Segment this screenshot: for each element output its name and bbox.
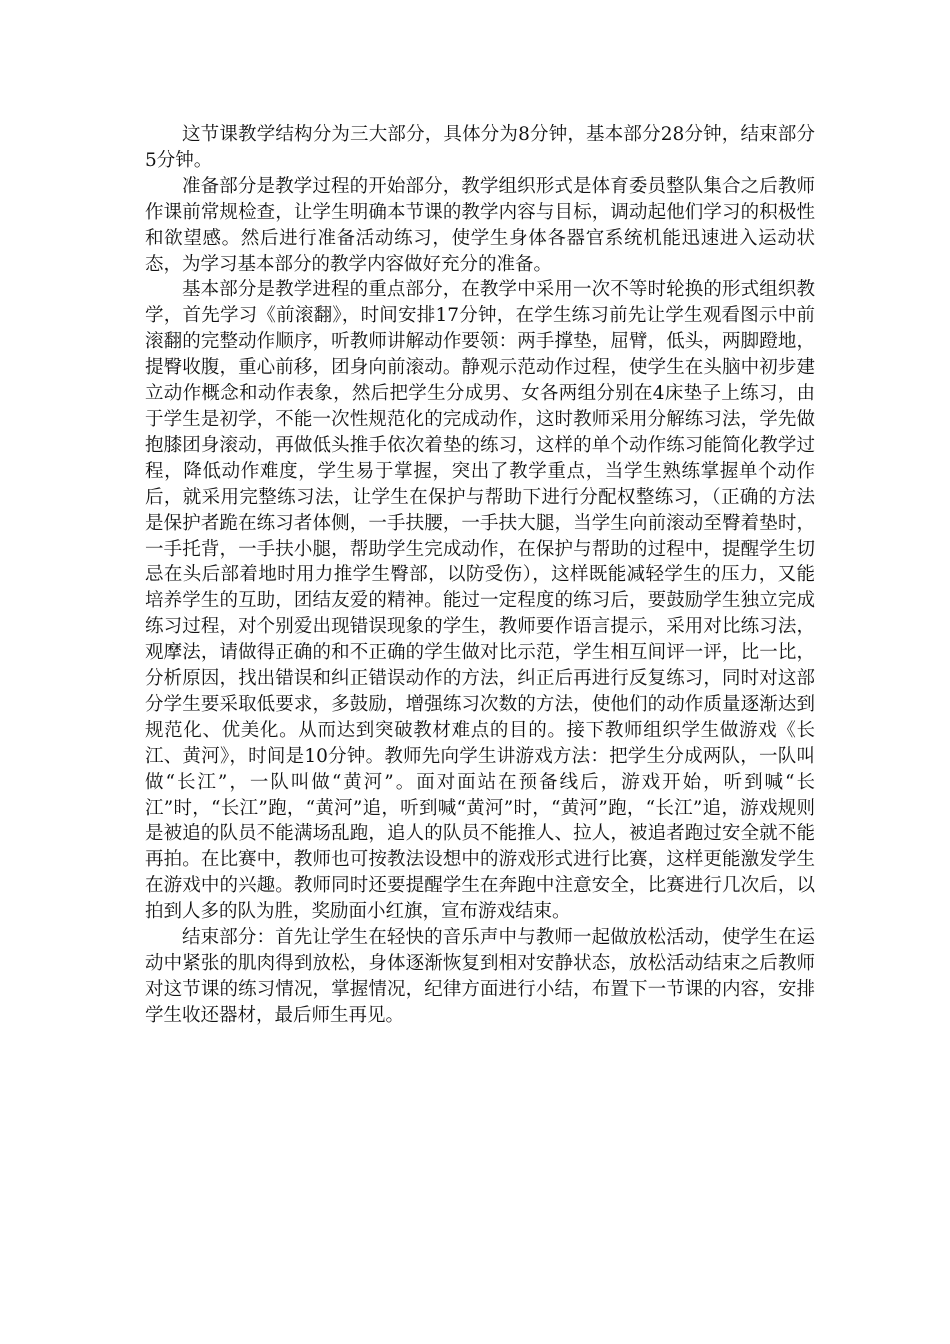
document-body (145, 122, 815, 1029)
paragraph-lesson-structure: 这节课教学结构分为三大部分，具体分为8分钟，基本部分28分钟，结束部分5分钟。 (145, 124, 815, 171)
paragraph-ending-part: 结束部分：首先让学生在轻快的音乐声中与教师一起做放松活动，使学生在运动中紧张的肌肉得到放松，身体逐渐恢复到相对安静状态，放松活动结束之后教师对这节课的练习情况，掌握情况，纪律方面进行小结，布置下一节课的内容，安排学生收还器材，最后师生再见。 (145, 927, 815, 1026)
paragraph-preparation-part: 准备部分是教学过程的开始部分，教学组织形式是体育委员整队集合之后教师作课前常规检查，让学生明确本节课的教学内容与目标，调动起他们学习的积极性和欲望感。然后进行准备活动练习，使学生身体各器官系统机能迅速进入运动状态，为学习基本部分的教学内容做好充分的准备。 (145, 175, 815, 275)
paragraph-basic-part: 基本部分是教学进程的重点部分，在教学中采用一次不等时轮换的形式组织教学，首先学习《前滚翻》，时间安排17分钟，在学生练习前先让学生观看图示中前滚翻的完整动作顺序，听教师讲解动作要领：两手撑垫，屈臂，低头，两脚蹬地，提臀收腹，重心前移，团身向前滚动。静观示范动作过程，使学生在头脑中初步建立动作概念和动作表象，然后把学生分成男、女各两组分别在4床垫子上练习，由于学生是初学，不能一次性规范化的完成动作，这时教师采用分解练习法，学先做抱膝团身滚动，再做低头推手依次着垫的练习，这样的单个动作练习能简化教学过程，降低动作难度，学生易于掌握，突出了教学重点，当学生熟练掌握单个动作后，就采用完整练习法，让学生在保护与帮助下进行分配权整练习，（正确的方法是保护者跪在练习者体侧，一手扶腰，一手扶大腿，当学生向前滚动至臀着垫时，一手托背，一手扶小腿，帮助学生完成动作，在保护与帮助的过程中，提醒学生切忌在头后部着地时用力推学生臀部，以防受伤），这样既能减轻学生的压力，又能培养学生的互助，团结友爱的精神。能过一定程度的练习后，要鼓励学生独立完成练习过程，对个别爱出现错误现象的学生，教师要作语言提示，采用对比练习法，观摩法，请做得正确的和不正确的学生做对比示范，学生相互间评一评，比一比，分析原因，找出错误和纠正错误动作的方法，纠正后再进行反复练习，同时对这部分学生要采取低要求，多鼓励，增强练习次数的方法，使他们的动作质量逐渐达到规范化、优美化。从而达到突破教材难点的目的。接下教师组织学生做游戏《长江、黄河》，时间是10分钟。教师先向学生讲游戏方法：把学生分成两队，一队叫做“长江”，一队叫做“黄河”。面对面站在预备线后，游戏开始，听到喊“长江”时，“长江”跑，“黄河”追，听到喊“黄河”时，“黄河”跑，“长江”追，游戏规则 是被追的队员不能满场乱跑，追人的队员不能推人、拉人，被追者跑过安全就不能再拍。在比赛中，教师也可按教法设想中的游戏形式进行比赛，这样更能激发学生在游戏中的兴趣。教师同时还要提醒学生在奔跑中注意安全，比赛进行几次后，以拍到人多的队为胜，奖励面小红旗，宣布游戏结束。 (145, 279, 815, 923)
